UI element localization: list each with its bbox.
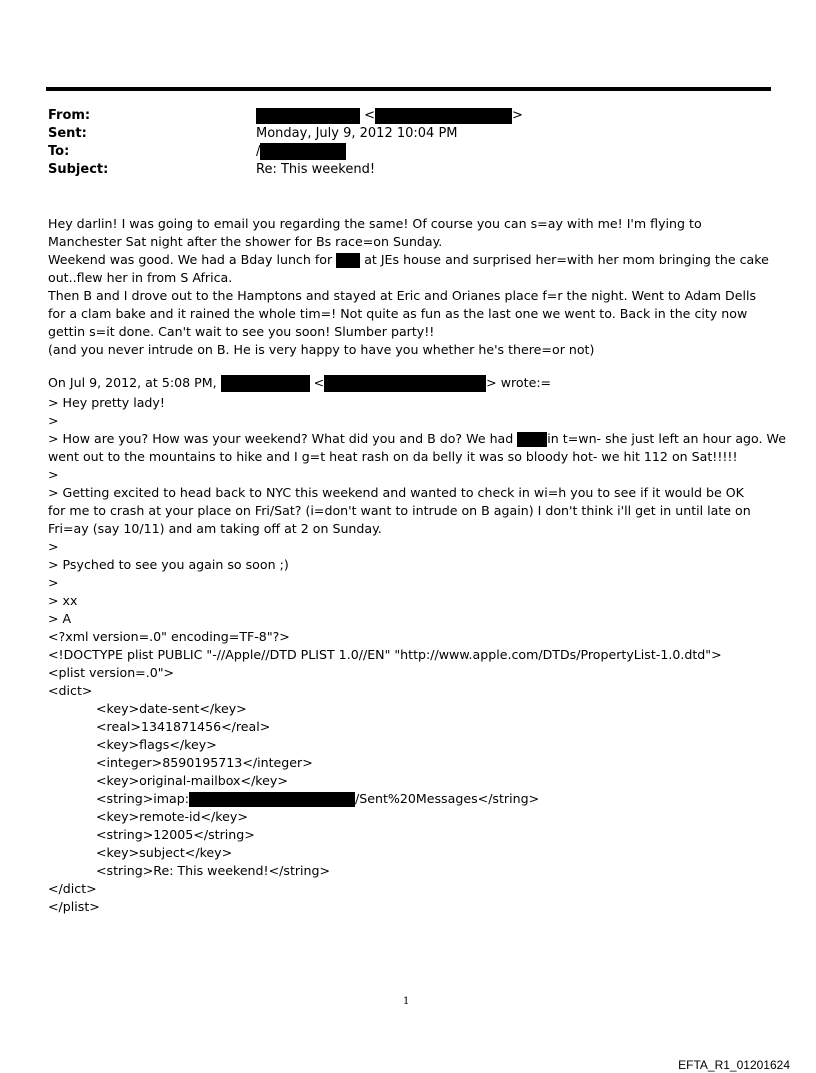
reply-text: Weekend was good. We had a Bday lunch for (48, 252, 333, 267)
plist-line: <real>1341871456</real> (96, 719, 271, 734)
to-value (256, 143, 346, 161)
plist-line: <key>flags</key> (96, 737, 217, 752)
quote-line: > Hey pretty lady! (48, 395, 165, 410)
plist-line: <dict> (48, 683, 93, 698)
redaction-block (517, 432, 547, 447)
quote-paragraph: > Getting excited to head back to NYC this weekend and wanted to check in wi=h you to see if it would be OK for me to crash at your place on Fri/Sat? (i=don't want to intrude on B again) I don't think i'll get in until late on Fri=ay (say 10/11) and am taking off at 2 on Sunday. (48, 485, 755, 536)
subject-label: Subject: (48, 162, 109, 177)
quote-blank-line: > (48, 539, 59, 554)
quote-line: > Psyched to see you again so soon ;) (48, 557, 289, 572)
quote-blank-line: > (48, 575, 59, 590)
to-label: To: (48, 144, 70, 159)
plist-line: <string>12005</string> (96, 827, 255, 842)
attribution-text: > wrote:= (486, 375, 552, 390)
header-rule (46, 87, 771, 91)
quote-line (48, 430, 786, 448)
plist-line: <?xml version=.0" encoding=TF-8"?> (48, 629, 290, 644)
quote-blank-line: > (48, 467, 59, 482)
subject-value: Re: This weekend! (256, 162, 376, 177)
redaction-block (221, 375, 310, 392)
reply-paragraph-4: (and you never intrude on B. He is very happy to have you whether he's there=or not) (48, 342, 595, 357)
from-gt: > (512, 108, 523, 123)
plist-line: <integer>8590195713</integer> (96, 755, 313, 770)
redaction-block (375, 108, 512, 124)
redaction-block (260, 143, 346, 160)
sent-label: Sent: (48, 126, 87, 141)
redaction-block (189, 792, 355, 807)
quote-text: > How are you? How was your weekend? What did you and B do? We had (48, 431, 514, 446)
plist-line: <!DOCTYPE plist PUBLIC "-//Apple//DTD PLIST 1.0//EN" "http://www.apple.com/DTDs/PropertyList-1.0.dtd"> (48, 647, 722, 662)
sent-value: Monday, July 9, 2012 10:04 PM (256, 126, 458, 141)
plist-text: <string>imap: (96, 791, 189, 806)
quote-line: went out to the mountains to hike and I g=t heat rash on da belly it was so bloody hot- we hit 112 on Sat!!!!! (48, 449, 738, 464)
plist-line: <plist version=.0"> (48, 665, 175, 680)
attribution-lt: < (313, 375, 325, 390)
plist-line: <key>subject</key> (96, 845, 233, 860)
document-id: EFTA_R1_01201624 (678, 1058, 790, 1072)
reply-paragraph-1: Hey darlin! I was going to email you regarding the same! Of course you can s=ay with me! I'm flying to Manchester Sat night after the shower for Bs race=on Sunday. (48, 216, 706, 249)
to-prefix: / (256, 144, 261, 159)
plist-line (96, 790, 539, 808)
plist-line: <key>remote-id</key> (96, 809, 248, 824)
from-label: From: (48, 108, 91, 123)
from-lt: < (364, 108, 376, 123)
reply-text: at JEs house and surprised her=with her mom bringing the cake (364, 252, 769, 267)
redaction-block (324, 375, 486, 392)
quote-blank-line: > (48, 413, 59, 428)
from-value (256, 107, 523, 125)
page-number: 1 (403, 996, 410, 1007)
attribution-text: On Jul 9, 2012, at 5:08 PM, (48, 375, 217, 390)
reply-paragraph-2-line-2: out..flew her in from S Africa. (48, 270, 233, 285)
plist-line: <string>Re: This weekend!</string> (96, 863, 331, 878)
quote-text: in t=wn- she just left an hour ago. We (547, 431, 786, 446)
plist-line: <key>date-sent</key> (96, 701, 247, 716)
redaction-block (256, 108, 360, 124)
quote-attribution (48, 374, 551, 392)
plist-line: </dict> (48, 881, 97, 896)
quote-line: > xx (48, 593, 78, 608)
quote-line: > A (48, 611, 72, 626)
plist-text: /Sent%20Messages</string> (354, 791, 540, 806)
redaction-block (336, 253, 360, 268)
reply-paragraph-3: Then B and I drove out to the Hamptons and stayed at Eric and Orianes place f=r the night. Went to Adam Dells for a clam bake and it rained the whole tim=! Not quite as fun as the last one we went to. Back in the city now gettin s=it done. Can't wait to see you soon! Slumber party!! (48, 288, 761, 339)
reply-paragraph-2-line-1 (48, 251, 769, 269)
plist-line: <key>original-mailbox</key> (96, 773, 288, 788)
plist-line: </plist> (48, 899, 100, 914)
